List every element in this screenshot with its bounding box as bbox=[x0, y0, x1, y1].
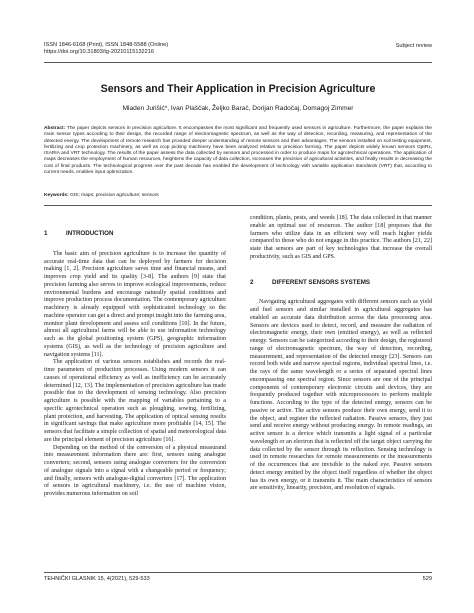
abstract-divider bbox=[44, 205, 432, 206]
abstract-label: Abstract: bbox=[44, 126, 66, 131]
article-type: Subject review bbox=[395, 43, 432, 49]
body-paragraph: The basic aim of precision agriculture is to increase the quantity of accurate real-time data that can be deployed by farmers for decision making [1, 2]. Precision agriculture saves time and financial means, and improves crop yield and its quality [3-8]. The authors [9] state that precision farming also serves to improve ecological improvements, reduce environmental burdens and encourage naturally spatial conditions and improve production process documentation. The contemporary agriculture machinery is already equipped with sophisticated technology so the machine operator can get a direct and prompt insight into the farming area, monitor plant development and assess soil conditions [10]. In the future, almost all agricultural farms will be able to use information technology such as the global positioning system (GPS), geographic information systems (GIS), as well as the technology of precision agriculture and navigation systems [11]. bbox=[44, 250, 226, 358]
left-column bbox=[44, 215, 226, 499]
section-title: INTRODUCTION bbox=[66, 230, 114, 237]
section-number: 2 bbox=[250, 278, 254, 286]
header-identifiers bbox=[44, 42, 168, 56]
body-paragraph: condition, plants, pests, and weeds [18]. The data collected in that manner enable an optimal use of resources. The author [18] proposes that the farmers who utilize data in an efficient way will reach higher yields compared to those who do not engage in this practice. The authors [21, 22] state that sensors are part of key technologies that increase the overall productivity, such as GIS and GPS. bbox=[250, 215, 432, 260]
keywords-text: GIS; maps; precision agriculture; sensors bbox=[70, 193, 159, 198]
keywords-label: Keywords: bbox=[44, 193, 69, 198]
section-heading-sensors bbox=[250, 279, 432, 287]
abstract-text: The paper depicts sensors in precision agriculture. It encompasses the most significant and frequently used sensors in agriculture. Furthermore, the paper explains the main sensor types according to their design, the recorded range of electromagnetic spectrum, as well as the way of detection, recording, measuring, and representation of the detected energy. The development of remote research has provided deeper understanding of remote sensors and their advantages. The sensors installed on soil testing equipment, fertilizing and crop protection machinery, as well as crop picking machinery have been analyzed relative to precision farming. The paper depicts widely known sensors OptRx, ISARIA and VRT technology. The results of the paper assess the data collected by sensors and processed in order to produce maps for agrotechnical operations. The application of maps decreases the employment of human resources, heightens the capacity of data collection, increases the precision of agricultural activities, and finally results in decreasing the cost of final products. The technological progress over the past decade has enabled the development of technology with variable application standards (VRT) that, according to current needs, enables input optimization. bbox=[44, 126, 433, 175]
page-number: 529 bbox=[422, 576, 432, 582]
author-list: Mladen Jurišić*, Ivan Plaščak, Željko Barač, Dorijan Radočaj, Domagoj Zimmer bbox=[122, 105, 354, 112]
body-paragraph: Depending on the method of the conversion of a physical measurand into measurement information there are: first, sensors using analogue converters; second, sensors using analogue converters for the conversion of analogue signals into a signal with a changeable period or frequency; and finally, sensors with analogue-digital converters [17]. The application of sensors in agricultural machinery, i.e. the use of machine vision, provides numerous information on soil bbox=[44, 444, 226, 497]
section-heading-introduction bbox=[44, 230, 226, 238]
section-number: 1 bbox=[44, 230, 48, 237]
doi-link[interactable]: https://doi.org/10.31803/tg-20210115132216 bbox=[44, 49, 154, 56]
header-divider bbox=[44, 62, 432, 63]
body-paragraph: Navigating agricultural aggregates with different sensors such as yield and fuel sensors and similar installed in agricultural aggregates has enabled an accurate data distribution across the data processing area. Sensors are devices used to detect, record, and measure the radiation of electromagnetic energy, their own (emitted energy), as well as reflected energy. Sensors can be categorized according to their design, the registered range of electromagnetic spectrum, the way of detection, recording, measurement, and representation of the detected energy [23]. Sensors can record both wide and narrow spectral regions, individual spectral lines, i.e. the rays of the same wavelength or a series of separated spectral lines encompassing one spectral region. Since sensors are one of the principal components of contemporary electronic circuits and devices, they are frequently produced together with microprocessors to perform multiple functions. According to the type of the detected energy, sensors can be passive or active. The active sensors produce their own energy, send it to the object, and register the reflected radiation. Passive sensors, they just send and receive energy without producing energy. In remote readings, an active sensor is a device which transmits a light signal of a particular wavelength or an electron that is reflected off the target object carrying the data collected by the sensor through its reflection. Sensing technology is used in remote researches for remote measurements or the measurements of the occurrences that are invisible to the naked eye. Passive sensors detect energy emitted by the object itself regardless of whether the object has its own energy, or it transmits it. The main characteristics of sensors are sensitivity, linearity, precision, and resolution of signals. bbox=[250, 299, 432, 492]
abstract bbox=[44, 126, 432, 176]
footer-divider bbox=[44, 572, 432, 573]
keywords bbox=[44, 193, 432, 198]
right-column bbox=[250, 215, 432, 493]
section-title: DIFFERENT SENSORS SYSTEMS bbox=[272, 278, 370, 286]
paper-title: Sensors and Their Application in Precision Agriculture bbox=[100, 83, 376, 95]
issn-line: ISSN 1846-6168 (Print), ISSN 1848-5588 (Online) bbox=[44, 42, 169, 48]
journal-citation: TEHNIČKI GLASNIK 15, 4(2021), 529-533 bbox=[44, 576, 150, 582]
body-paragraph: The application of various sensors establishes and records the real- time parameters of production processes. Using modern sensors it can causes of operational efficiency as well as inefficiency can be accurately determined [12, 13]. The implementation of precision agriculture has made possible due to the development of sensing technology. Also precision agriculture is possible with the mapping of variables pertaining to a specific agrotechnical operation such as ploughing, sowing, fertilizing, plant protection, and harvesting. The application of optical sensing results in significant savings that make agriculture more profitable [14, 15]. The sensors that facilitate a simple collection of spatial and meteorological data are the principal element of precision agriculture [16]. bbox=[44, 359, 226, 443]
